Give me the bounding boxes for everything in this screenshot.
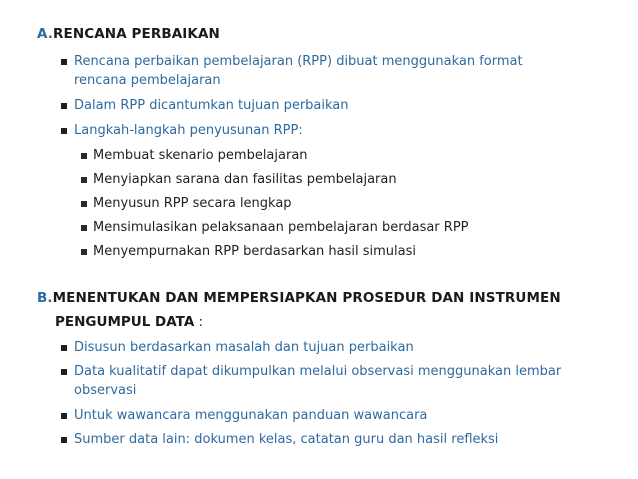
bullet-icon bbox=[61, 369, 67, 375]
list-item-continuation: observasi bbox=[74, 383, 137, 398]
bullet-icon bbox=[61, 103, 67, 109]
bullet-icon bbox=[81, 201, 87, 207]
sub-list-item: Membuat skenario pembelajaran bbox=[93, 148, 308, 163]
sub-list-item: Menyempurnakan RPP berdasarkan hasil simulasi bbox=[93, 244, 416, 259]
sub-list-item: Menyiapkan sarana dan fasilitas pembelajaran bbox=[93, 172, 397, 187]
bullet-icon bbox=[61, 413, 67, 419]
section-b-heading bbox=[37, 290, 561, 306]
list-item: Dalam RPP dicantumkan tujuan perbaikan bbox=[74, 98, 349, 113]
section-a-title: RENCANA PERBAIKAN bbox=[53, 26, 220, 42]
bullet-icon bbox=[61, 59, 67, 65]
list-item-continuation: rencana pembelajaran bbox=[74, 73, 221, 88]
list-item: Sumber data lain: dokumen kelas, catatan guru dan hasil refleksi bbox=[74, 432, 499, 447]
sub-list-item: Menyusun RPP secara lengkap bbox=[93, 196, 292, 211]
bullet-icon bbox=[61, 345, 67, 351]
bullet-icon bbox=[61, 128, 67, 134]
list-item: Untuk wawancara menggunakan panduan wawancara bbox=[74, 408, 428, 423]
list-item: Langkah-langkah penyusunan RPP: bbox=[74, 123, 303, 138]
section-a-heading bbox=[37, 26, 220, 42]
list-item: Data kualitatif dapat dikumpulkan melalui observasi menggunakan lembar bbox=[74, 364, 562, 379]
section-b-title-suffix: : bbox=[194, 314, 204, 330]
section-b-title: MENENTUKAN DAN MEMPERSIAPKAN PROSEDUR DAN INSTRUMEN bbox=[52, 290, 561, 306]
section-b-title-continuation: PENGUMPUL DATA bbox=[55, 314, 195, 330]
section-a-letter: A. bbox=[37, 26, 54, 42]
section-b-heading-line2 bbox=[55, 314, 203, 330]
list-item: Disusun berdasarkan masalah dan tujuan perbaikan bbox=[74, 340, 414, 355]
bullet-icon bbox=[81, 177, 87, 183]
bullet-icon bbox=[81, 249, 87, 255]
bullet-icon bbox=[81, 225, 87, 231]
bullet-icon bbox=[61, 437, 67, 443]
list-item: Rencana perbaikan pembelajaran (RPP) dibuat menggunakan format bbox=[74, 54, 523, 69]
sub-list-item: Mensimulasikan pelaksanaan pembelajaran berdasar RPP bbox=[93, 220, 469, 235]
section-b-letter: B. bbox=[37, 290, 53, 306]
bullet-icon bbox=[81, 153, 87, 159]
